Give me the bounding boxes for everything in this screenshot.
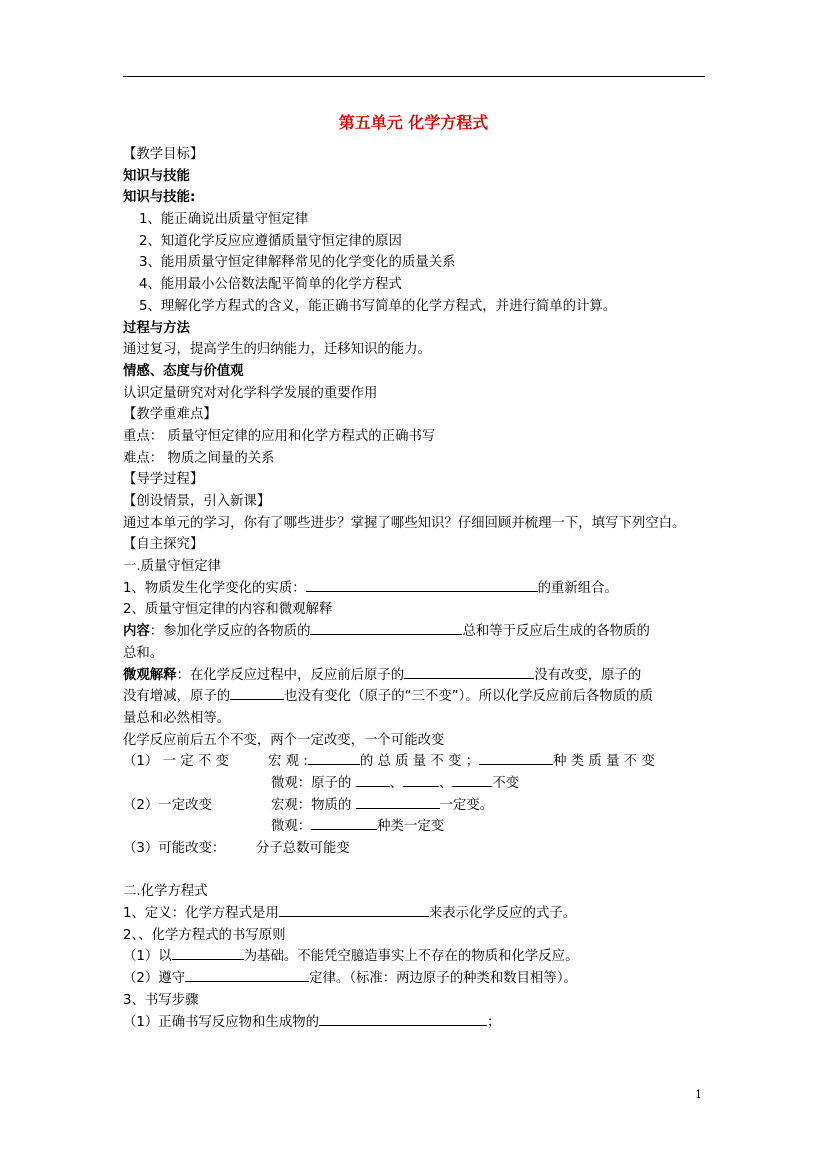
sec2-item-3: 3、书写步骤	[123, 992, 199, 1008]
difficult-point: 难点： 物质之间量的关系	[123, 450, 275, 466]
rule-2-macro-text-2: 一定变。	[439, 797, 494, 813]
content-label: 内容	[123, 624, 150, 640]
sec2-item-1-tail: 来表示化学反应的式子。	[428, 906, 577, 922]
fill-blank[interactable]	[310, 621, 462, 635]
sec1-item-1-tail: 的重新组合。	[537, 580, 618, 596]
rule-2-micro-text: 微观：	[271, 819, 312, 835]
fill-blank[interactable]	[185, 968, 309, 982]
process-text: 通过复习，提高学生的归纳能力，迁移知识的能力。	[123, 342, 431, 358]
micro-text: ：在化学反应过程中，反应前后原子的	[176, 667, 405, 683]
fill-blank[interactable]	[230, 686, 284, 700]
section-2-heading: 二.化学方程式	[123, 884, 208, 900]
page-title: 第五单元 化学方程式	[338, 113, 489, 132]
sec1-item-2: 2、质量守恒定律的内容和微观解释	[123, 602, 333, 618]
rule-3-label: （3）可能改变：	[123, 841, 226, 857]
header-rule	[123, 76, 705, 77]
sec2-item-2: 2、、化学方程式的书写原则	[123, 927, 286, 943]
blank-line	[123, 860, 709, 882]
knowledge-item: 5、理解化学方程式的含义，能正确书写简单的化学方程式，并进行简单的计算。	[139, 298, 617, 314]
fill-blank[interactable]	[306, 578, 538, 592]
rule-2-macro-text: 宏观：物质的	[271, 797, 352, 813]
content-text-2: 总和等于反应后生成的各物质的	[462, 624, 650, 640]
fill-blank[interactable]	[404, 665, 534, 679]
scene-text: 通过本单元的学习，你有了哪些进步？掌握了哪些知识？仔细回顾并梳理一下，填写下列空白。	[123, 515, 686, 531]
key-heading: 【教学重难点】	[123, 407, 217, 423]
sec2-principle-1	[123, 946, 709, 968]
step-1-tail: ；	[487, 1014, 501, 1030]
content-line	[123, 621, 709, 643]
rule-1-macro-text: 宏 观 :	[268, 754, 308, 770]
fill-blank[interactable]	[452, 773, 492, 787]
fill-blank[interactable]	[311, 816, 377, 830]
fill-blank[interactable]	[308, 751, 360, 765]
micro-label: 微观解释	[123, 667, 177, 683]
sec2-item-1-text: 1、定义：化学方程式是用	[123, 906, 279, 922]
rule-3	[123, 838, 709, 860]
fill-blank[interactable]	[479, 751, 553, 765]
knowledge-item: 1、能正确说出质量守恒定律	[139, 212, 309, 228]
fill-blank[interactable]	[172, 946, 244, 960]
emotion-text: 认识定量研究对对化学科学发展的重要作用	[123, 385, 378, 401]
knowledge-item: 3、能用质量守恒定律解释常见的化学变化的质量关系	[139, 255, 456, 271]
rule-1-label: （1） 一 定 不 变	[123, 754, 229, 770]
rule-1-micro	[123, 773, 709, 795]
sec2-item-1	[123, 903, 709, 925]
content-line-2: 总和。	[123, 645, 164, 661]
micro-line-3: 量总和必然相等。	[123, 710, 231, 726]
micro-line	[123, 665, 709, 687]
section-1-heading: 一.质量守恒定律	[123, 559, 221, 575]
goals-heading: 【教学目标】	[123, 147, 204, 162]
sec2-principle-2	[123, 968, 709, 990]
rule-1-macro-text-3: 种 类 质 量 不 变	[553, 754, 655, 770]
rule-2-micro	[123, 816, 709, 838]
fill-blank[interactable]	[356, 773, 390, 787]
page-number: 1	[695, 1088, 702, 1101]
knowledge-item: 4、能用最小公倍数法配平简单的化学方程式	[139, 277, 402, 293]
guide-heading: 【导学过程】	[123, 472, 204, 488]
fill-blank[interactable]	[356, 795, 440, 809]
rule-1-macro	[123, 751, 709, 773]
rule-1-macro-text-2: 的 总 质 量 不 变 ；	[359, 754, 480, 770]
fill-blank[interactable]	[319, 1012, 487, 1026]
key-point: 重点： 质量守恒定律的应用和化学方程式的正确书写	[123, 428, 436, 444]
sec1-item-1	[123, 578, 709, 600]
sec1-item-1-text: 1、物质发生化学变化的实质：	[123, 580, 306, 596]
content-text: ：参加化学反应的各物质的	[149, 624, 311, 640]
sec2-step-1	[123, 1012, 709, 1034]
knowledge-heading: 知识与技能	[123, 168, 190, 184]
principle-1-text: （1）以	[123, 949, 172, 965]
rule-3-text: 分子总数可能变	[256, 841, 350, 857]
rule-2-macro	[123, 795, 709, 817]
knowledge-heading-2: 知识与技能:	[123, 190, 196, 206]
explore-heading: 【自主探究】	[123, 537, 204, 553]
fill-blank[interactable]	[279, 903, 429, 917]
separator: 、	[439, 775, 453, 791]
process-heading: 过程与方法	[123, 320, 190, 336]
micro-text-4: 也没有变化（原子的“三不变”）。所以化学反应前后各物质的质	[284, 689, 653, 705]
rule-2-micro-text-2: 种类一定变	[377, 819, 445, 835]
principle-2-text: （2）遵守	[123, 971, 186, 987]
micro-text-2: 没有改变，原子的	[534, 667, 642, 683]
rule-1-micro-text-2: 不变	[492, 775, 520, 791]
micro-text-3: 没有增减，原子的	[123, 689, 231, 705]
micro-line-2	[123, 686, 709, 708]
document-body	[123, 144, 709, 1033]
emotion-heading: 情感、态度与价值观	[123, 363, 244, 379]
separator: 、	[389, 775, 403, 791]
rule-1-micro-text: 微观：原子的	[271, 775, 352, 791]
fill-blank[interactable]	[403, 773, 439, 787]
five-rule: 化学反应前后五个不变，两个一定改变，一个可能改变	[123, 732, 445, 748]
rule-2-label: （2）一定改变	[123, 797, 212, 813]
principle-1-tail: 为基础。不能凭空臆造事实上不存在的物质和化学反应。	[243, 949, 579, 965]
step-1-text: （1）正确书写反应物和生成物的	[123, 1014, 319, 1030]
knowledge-item: 2、知道化学反应应遵循质量守恒定律的原因	[139, 233, 402, 249]
scene-heading: 【创设情景，引入新课】	[123, 494, 271, 509]
principle-2-tail: 定律。（标准：两边原子的种类和数目相等）。	[309, 971, 577, 987]
